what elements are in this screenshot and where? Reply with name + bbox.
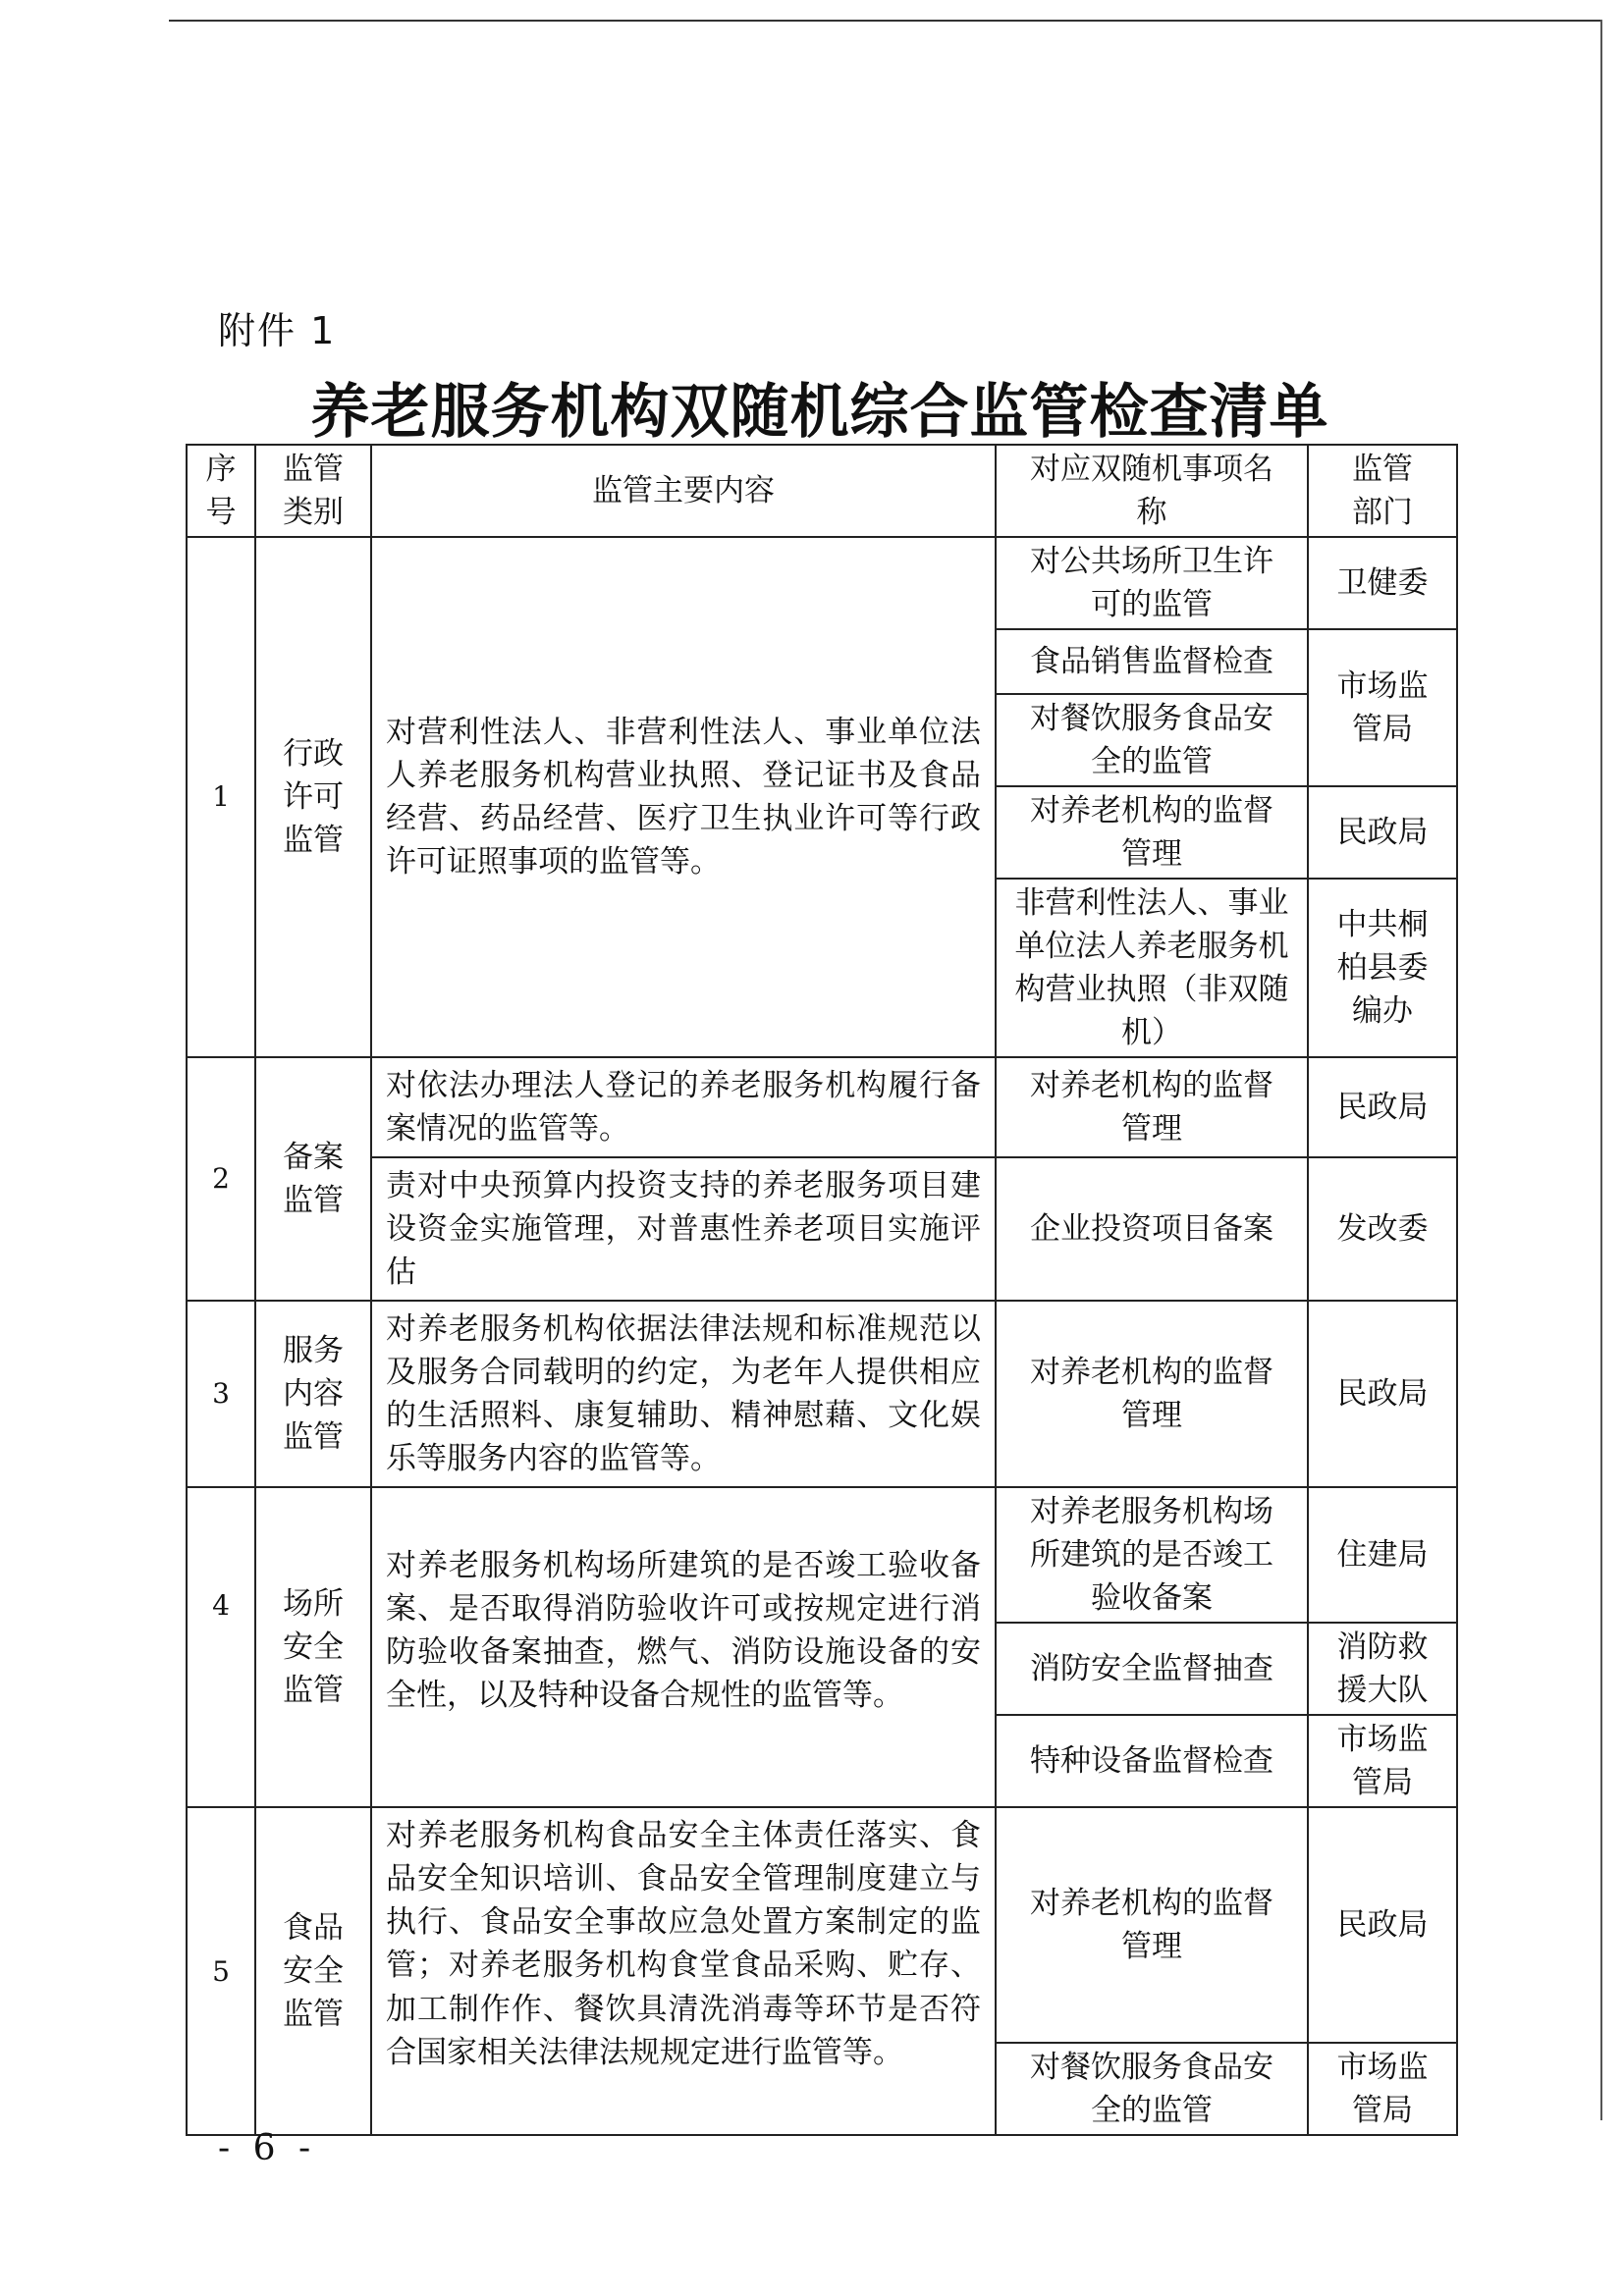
row-item: 消防安全监督抽查 <box>996 1623 1308 1715</box>
row-content: 对养老服务机构依据法律法规和标准规范以及服务合同载明的约定，为老年人提供相应的生活照料、康复辅助、精神慰藉、文化娱乐等服务内容的监管等。 <box>371 1301 996 1487</box>
table-row <box>187 1807 1457 2043</box>
row-item: 对养老机构的监督管理 <box>996 786 1308 879</box>
row-dept: 市场监管局 <box>1308 1715 1457 1807</box>
table-header-row <box>187 445 1457 537</box>
row-item: 食品销售监督检查 <box>996 629 1308 694</box>
row-dept: 卫健委 <box>1308 537 1457 629</box>
row-dept: 民政局 <box>1308 1301 1457 1487</box>
header-dept: 监管部门 <box>1308 445 1457 537</box>
row-category: 场所安全监管 <box>255 1487 371 1807</box>
row-number: 3 <box>187 1301 255 1487</box>
row-item: 特种设备监督检查 <box>996 1715 1308 1807</box>
right-border-line <box>1600 20 1602 2120</box>
row-item: 对养老机构的监督管理 <box>996 1057 1308 1157</box>
row-content: 对营利性法人、非营利性法人、事业单位法人养老服务机构营业执照、登记证书及食品经营、药品经营、医疗卫生执业许可等行政许可证照事项的监管等。 <box>371 537 996 1057</box>
row-dept: 中共桐柏县委编办 <box>1308 879 1457 1057</box>
row-item: 对公共场所卫生许可的监管 <box>996 537 1308 629</box>
row-content: 责对中央预算内投资支持的养老服务项目建设资金实施管理，对普惠性养老项目实施评估 <box>371 1157 996 1301</box>
row-dept: 住建局 <box>1308 1487 1457 1623</box>
top-border-line <box>169 20 1602 22</box>
row-category: 服务内容监管 <box>255 1301 371 1487</box>
row-item: 企业投资项目备案 <box>996 1157 1308 1301</box>
row-category: 食品安全监管 <box>255 1807 371 2135</box>
header-category: 监管类别 <box>255 445 371 537</box>
attachment-label: 附件 1 <box>218 309 337 352</box>
table-row <box>187 1301 1457 1487</box>
page-title: 养老服务机构双随机综合监管检查清单 <box>310 378 1329 447</box>
page-number: - 6 - <box>218 2128 317 2168</box>
table-row <box>187 537 1457 629</box>
row-number: 2 <box>187 1057 255 1301</box>
header-item: 对应双随机事项名称 <box>996 445 1308 537</box>
table-row <box>187 1157 1457 1301</box>
row-number: 4 <box>187 1487 255 1807</box>
row-item: 对养老机构的监督管理 <box>996 1807 1308 2043</box>
row-item: 非营利性法人、事业单位法人养老服务机构营业执照（非双随机） <box>996 879 1308 1057</box>
header-no: 序号 <box>187 445 255 537</box>
row-item: 对餐饮服务食品安全的监管 <box>996 694 1308 786</box>
row-item: 对养老机构的监督管理 <box>996 1301 1308 1487</box>
row-content: 对养老服务机构场所建筑的是否竣工验收备案、是否取得消防验收许可或按规定进行消防验收备案抽查，燃气、消防设施设备的安全性，以及特种设备合规性的监管等。 <box>371 1487 996 1807</box>
row-item: 对餐饮服务食品安全的监管 <box>996 2043 1308 2135</box>
row-dept: 市场监管局 <box>1308 629 1457 786</box>
row-number: 1 <box>187 537 255 1057</box>
row-dept: 消防救援大队 <box>1308 1623 1457 1715</box>
row-category: 备案监管 <box>255 1057 371 1301</box>
row-dept: 民政局 <box>1308 786 1457 879</box>
row-category: 行政许可监管 <box>255 537 371 1057</box>
row-content: 对养老服务机构食品安全主体责任落实、食品安全知识培训、食品安全管理制度建立与执行、食品安全事故应急处置方案制定的监管；对养老服务机构食堂食品采购、贮存、加工制作作、餐饮具清洗消毒等环节是否符合国家相关法律法规规定进行监管等。 <box>371 1807 996 2135</box>
row-dept: 民政局 <box>1308 1057 1457 1157</box>
table-row <box>187 1057 1457 1157</box>
row-content: 对依法办理法人登记的养老服务机构履行备案情况的监管等。 <box>371 1057 996 1157</box>
table-row <box>187 1487 1457 1623</box>
row-number: 5 <box>187 1807 255 2135</box>
row-dept: 市场监管局 <box>1308 2043 1457 2135</box>
supervision-checklist-table <box>186 444 1458 2136</box>
row-item: 对养老服务机构场所建筑的是否竣工验收备案 <box>996 1487 1308 1623</box>
header-content: 监管主要内容 <box>371 445 996 537</box>
row-dept: 民政局 <box>1308 1807 1457 2043</box>
row-dept: 发改委 <box>1308 1157 1457 1301</box>
